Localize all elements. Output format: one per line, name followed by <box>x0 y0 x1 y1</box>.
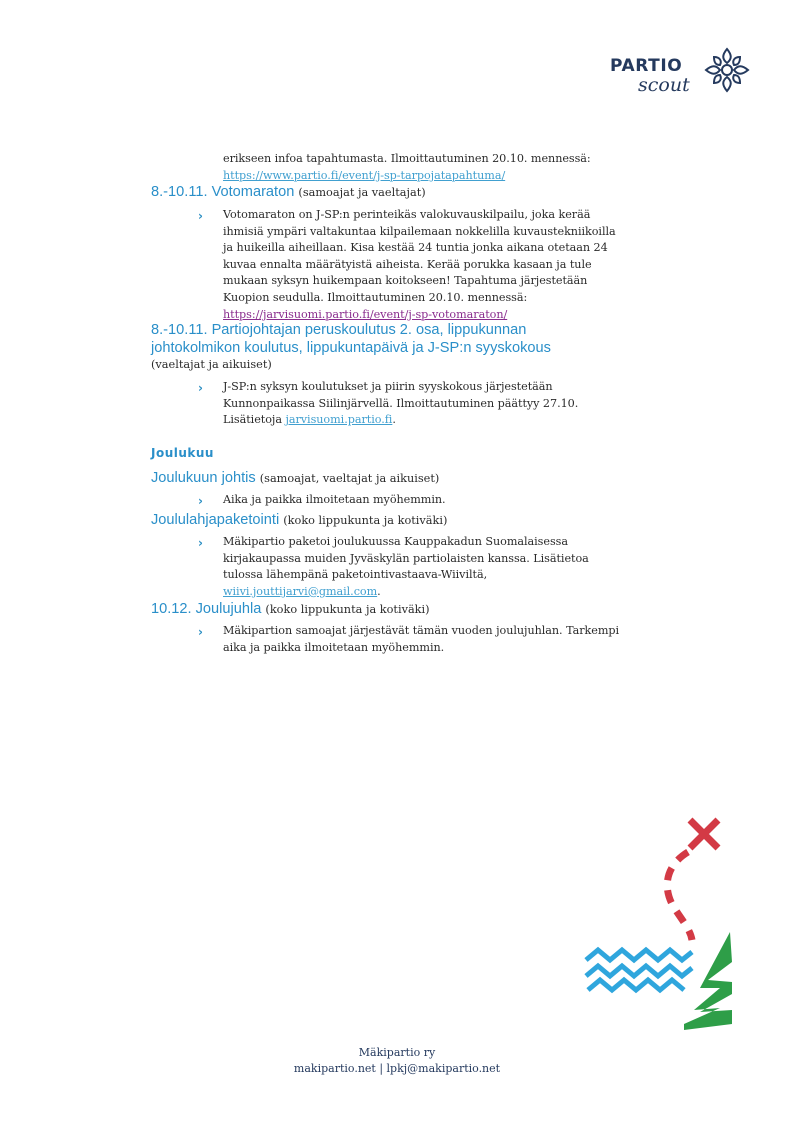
text-line: J-SP:n syksyn koulutukset ja piirin syyskokous järjestetään <box>223 380 553 393</box>
text-line: kirjakaupassa muiden Jyväskylän partiolaisten kanssa. Lisätietoa <box>223 551 589 565</box>
chevron-right-icon: › <box>198 494 203 508</box>
text-line: Mäkipartion samoajat järjestävät tämän vuoden joulujuhlan. Tarkempi <box>223 624 620 637</box>
jarvisuomi-link[interactable]: jarvisuomi.partio.fi <box>285 413 393 427</box>
event-title: Joulukuun johtis <box>151 470 256 486</box>
event-title-line: 8.-10.11. Partiojohtajan peruskoulutus 2. osa, lippukunnan <box>151 322 527 338</box>
section-title-joulukuu: Joulukuu <box>151 446 214 460</box>
email-link[interactable]: wiivi.jouttijarvi@gmail.com <box>223 584 378 598</box>
joulujuhla-description <box>223 623 663 656</box>
chevron-right-icon: › <box>198 209 203 223</box>
text-line: kuvaa ennalta määrätyistä aiheista. Kerää porukka kasaan ja tule <box>223 257 592 271</box>
peruskoulutus-description <box>223 379 663 429</box>
chevron-right-icon: › <box>198 536 203 550</box>
event-heading-joululahjapaketointi <box>151 511 447 530</box>
text-line: Votomaraton on J-SP:n perinteikäs valokuvauskilpailu, joka kerää <box>223 208 591 221</box>
paketointi-description <box>223 534 663 600</box>
x-mark-icon <box>690 820 718 848</box>
event-title: 8.-10.11. Votomaraton <box>151 184 295 200</box>
text-line: Aika ja paikka ilmoitetaan myöhemmin. <box>223 493 446 506</box>
text-prefix: Lisätietoja <box>223 413 286 427</box>
logo-wordmark: PARTIO <box>610 56 683 76</box>
text-line: Kunnonpaikassa Siilinjärvellä. Ilmoittautuminen päättyy 27.10. <box>223 396 579 410</box>
pine-tree-icon <box>684 932 732 1030</box>
event-audience: (koko lippukunta ja kotiväki) <box>283 514 448 527</box>
logo-script: scout <box>638 74 690 96</box>
decorative-graphics <box>580 812 740 1034</box>
event-audience: (samoajat ja vaeltajat) <box>298 186 426 199</box>
event-title-line: johtokolmikon koulutus, lippukuntapäivä ja J-SP:n syyskokous <box>151 340 551 356</box>
event-audience: (koko lippukunta ja kotiväki) <box>265 603 430 616</box>
waves-icon <box>586 950 692 990</box>
event-heading-joulujuhla <box>151 600 430 619</box>
event-heading-peruskoulutus <box>151 321 551 357</box>
event-heading-votomaraton <box>151 183 426 202</box>
text-line: ihmisiä ympäri valtakuntaa kilpailemaan nokkelilla kuvaustekniikoilla <box>223 224 616 238</box>
text-line: mukaan syksyn huikempaan koitokseen! Tapahtuma järjestetään <box>223 274 588 288</box>
event-title: Joululahjapaketointi <box>151 512 280 528</box>
partio-scout-logo <box>608 44 753 100</box>
text-line: Mäkipartio paketoi joulukuussa Kauppakadun Suomalaisessa <box>223 535 568 548</box>
chevron-right-icon: › <box>198 625 203 639</box>
footer-org: Mäkipartio ry <box>358 1046 436 1059</box>
dashed-trail-icon <box>667 852 692 940</box>
votomaraton-link[interactable]: https://jarvisuomi.partio.fi/event/j-sp-votomaraton/ <box>223 307 508 321</box>
event-title: 10.12. Joulujuhla <box>151 601 262 617</box>
text-line: aika ja paikka ilmoitetaan myöhemmin. <box>223 640 445 654</box>
text-line: ja huikeilla aiheillaan. Kisa kestää 24 tuntia jonka aikana otetaan 24 <box>223 241 608 255</box>
event-heading-joulukuun-johtis <box>151 469 439 488</box>
johtis-description <box>223 492 663 509</box>
event-audience: (vaeltajat ja aikuiset) <box>151 358 272 371</box>
footer-contact: makipartio.net | lpkj@makipartio.net <box>293 1062 501 1075</box>
event-audience: (samoajat, vaeltajat ja aikuiset) <box>259 472 440 485</box>
text-line: Kuopion seudulla. Ilmoittautuminen 20.10. mennessä: <box>223 290 528 304</box>
text-line: tulossa lähempänä paketointivastaava-Wiiviltä, <box>223 568 488 582</box>
text-line <box>223 412 663 429</box>
votomaraton-description <box>223 207 663 323</box>
text-line <box>223 584 663 601</box>
scout-emblem-icon <box>702 45 752 95</box>
intro-paragraph <box>223 151 663 184</box>
text-suffix: . <box>392 413 396 427</box>
text-suffix: . <box>377 584 381 598</box>
chevron-right-icon: › <box>198 381 203 395</box>
intro-text: erikseen infoa tapahtumasta. Ilmoittautuminen 20.10. mennessä: <box>223 152 591 165</box>
tarpojatapahtuma-link[interactable]: https://www.partio.fi/event/j-sp-tarpojatapahtuma/ <box>223 168 506 182</box>
